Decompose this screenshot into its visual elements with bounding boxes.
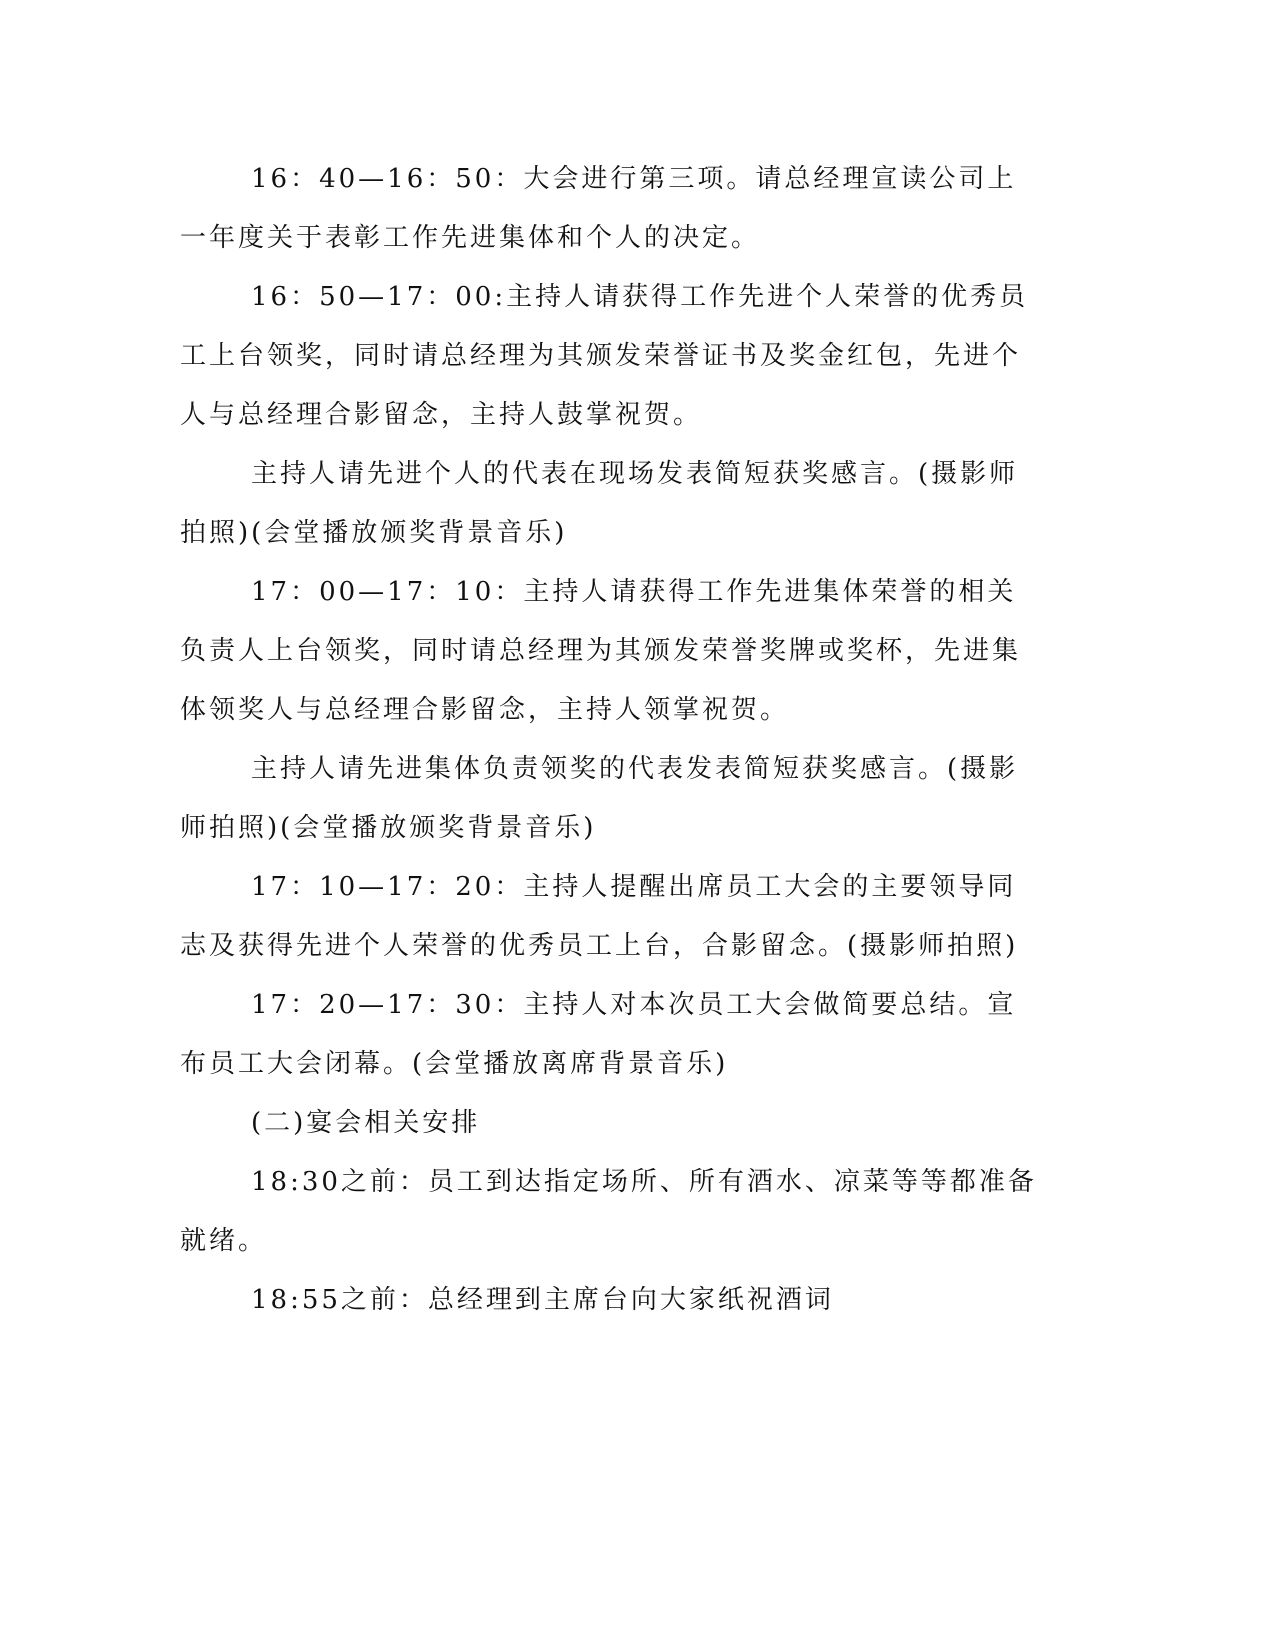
section-heading-banquet: (二)宴会相关安排 bbox=[251, 1108, 481, 1138]
paragraph-individual-speech: 主持人请先进个人的代表在现场发表简短获奖感言。(摄影师拍照)(会堂播放颁奖背景音乐) bbox=[180, 459, 1019, 548]
paragraph-closing: 17：20—17：30：主持人对本次员工大会做简要总结。宣布员工大会闭幕。(会堂播放离席背景音乐) bbox=[180, 990, 1017, 1079]
paragraph-individual-awards: 16：50—17：00:主持人请获得工作先进个人荣誉的优秀员工上台领奖，同时请总经理为其颁发荣誉证书及奖金红包，先进个人与总经理合影留念，主持人鼓掌祝贺。 bbox=[180, 282, 1029, 430]
paragraph-collective-speech: 主持人请先进集体负责领奖的代表发表简短获奖感言。(摄影师拍照)(会堂播放颁奖背景音乐) bbox=[180, 754, 1019, 843]
paragraph-award-decision: 16：40—16：50：大会进行第三项。请总经理宣读公司上一年度关于表彰工作先进集体和个人的决定。 bbox=[180, 164, 1017, 253]
paragraph-collective-awards: 17：00—17：10：主持人请获得工作先进集体荣誉的相关负责人上台领奖，同时请总经理为其颁发荣誉奖牌或奖杯，先进集体领奖人与总经理合影留念，主持人领掌祝贺。 bbox=[180, 577, 1022, 725]
paragraph-banquet-toast: 18:55之前：总经理到主席台向大家纸祝酒词 bbox=[251, 1285, 834, 1315]
paragraph-banquet-prep: 18:30之前：员工到达指定场所、所有酒水、凉菜等等都准备就绪。 bbox=[180, 1167, 1037, 1256]
document-body bbox=[180, 150, 1040, 1330]
paragraph-group-photo: 17：10—17：20：主持人提醒出席员工大会的主要领导同志及获得先进个人荣誉的优秀员工上台，合影留念。(摄影师拍照) bbox=[180, 872, 1019, 961]
